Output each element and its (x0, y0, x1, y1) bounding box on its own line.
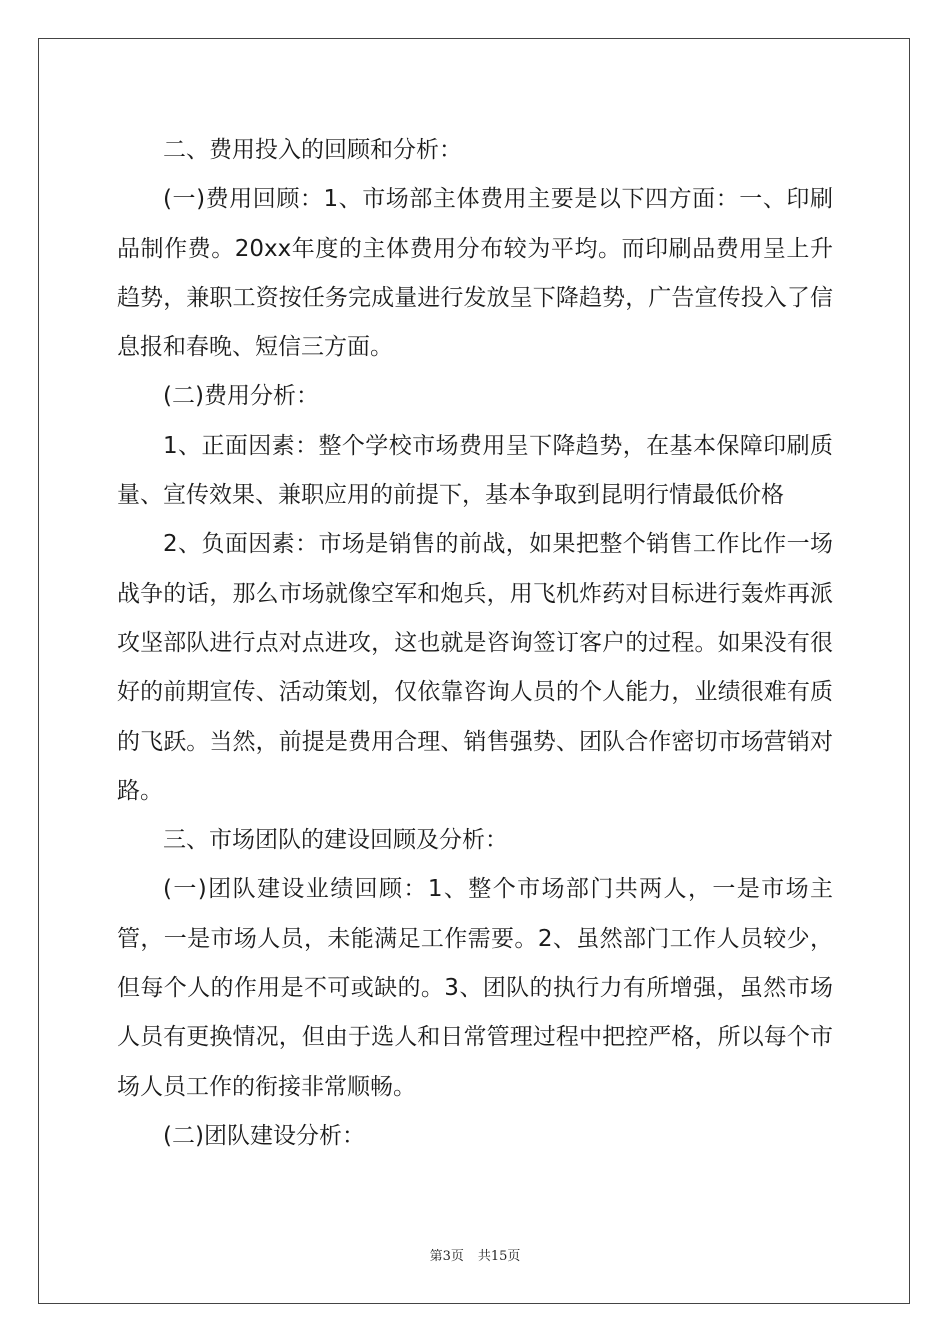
section-heading-team: 三、市场团队的建设回顾及分析： (163, 827, 508, 854)
paragraph-team-review: (一)团队建设业绩回顾：1、整个市场部门共两人，一是市场主管，一是市场人员，未能满足工作需要。2、虽然部门工作人员较少，但每个人的作用是不可或缺的。3、团队的执行力有所增强，虽然市场人员有更换情况，但由于选人和日常管理过程中把控严格，所以每个市场人员工作的衔接非常顺畅。 (117, 876, 833, 1100)
page-footer (0, 1248, 950, 1266)
paragraph-negative-factors: 2、负面因素：市场是销售的前战，如果把整个销售工作比作一场战争的话，那么市场就像空军和炮兵，用飞机炸药对目标进行轰炸再派攻坚部队进行点对点进攻，这也就是咨询签订客户的过程。如果没有很好的前期宣传、活动策划，仅依靠咨询人员的个人能力，业绩很难有质的飞跃。当然，前提是费用合理、销售强势、团队合作密切市场营销对路。 (117, 531, 833, 804)
subheading-expense-analysis: (二)费用分析： (163, 383, 319, 410)
page-total: 共15页 (477, 1249, 521, 1264)
paragraph-expense-review: (一)费用回顾：1、市场部主体费用主要是以下四方面：一、印刷品制作费。20xx年度的主体费用分布较为平均。而印刷品费用呈上升趋势，兼职工资按任务完成量进行发放呈下降趋势，广告宣传投入了信息报和春晚、短信三方面。 (117, 186, 833, 361)
section-heading-expenses: 二、费用投入的回顾和分析： (163, 137, 462, 163)
paragraph-positive-factors: 1、正面因素：整个学校市场费用呈下降趋势，在基本保障印刷质量、宣传效果、兼职应用的前提下，基本争取到昆明行情最低价格 (117, 432, 833, 509)
page-number: 第3页 (429, 1249, 464, 1264)
subheading-team-analysis: (二)团队建设分析： (163, 1122, 365, 1149)
document-body (117, 126, 833, 1161)
